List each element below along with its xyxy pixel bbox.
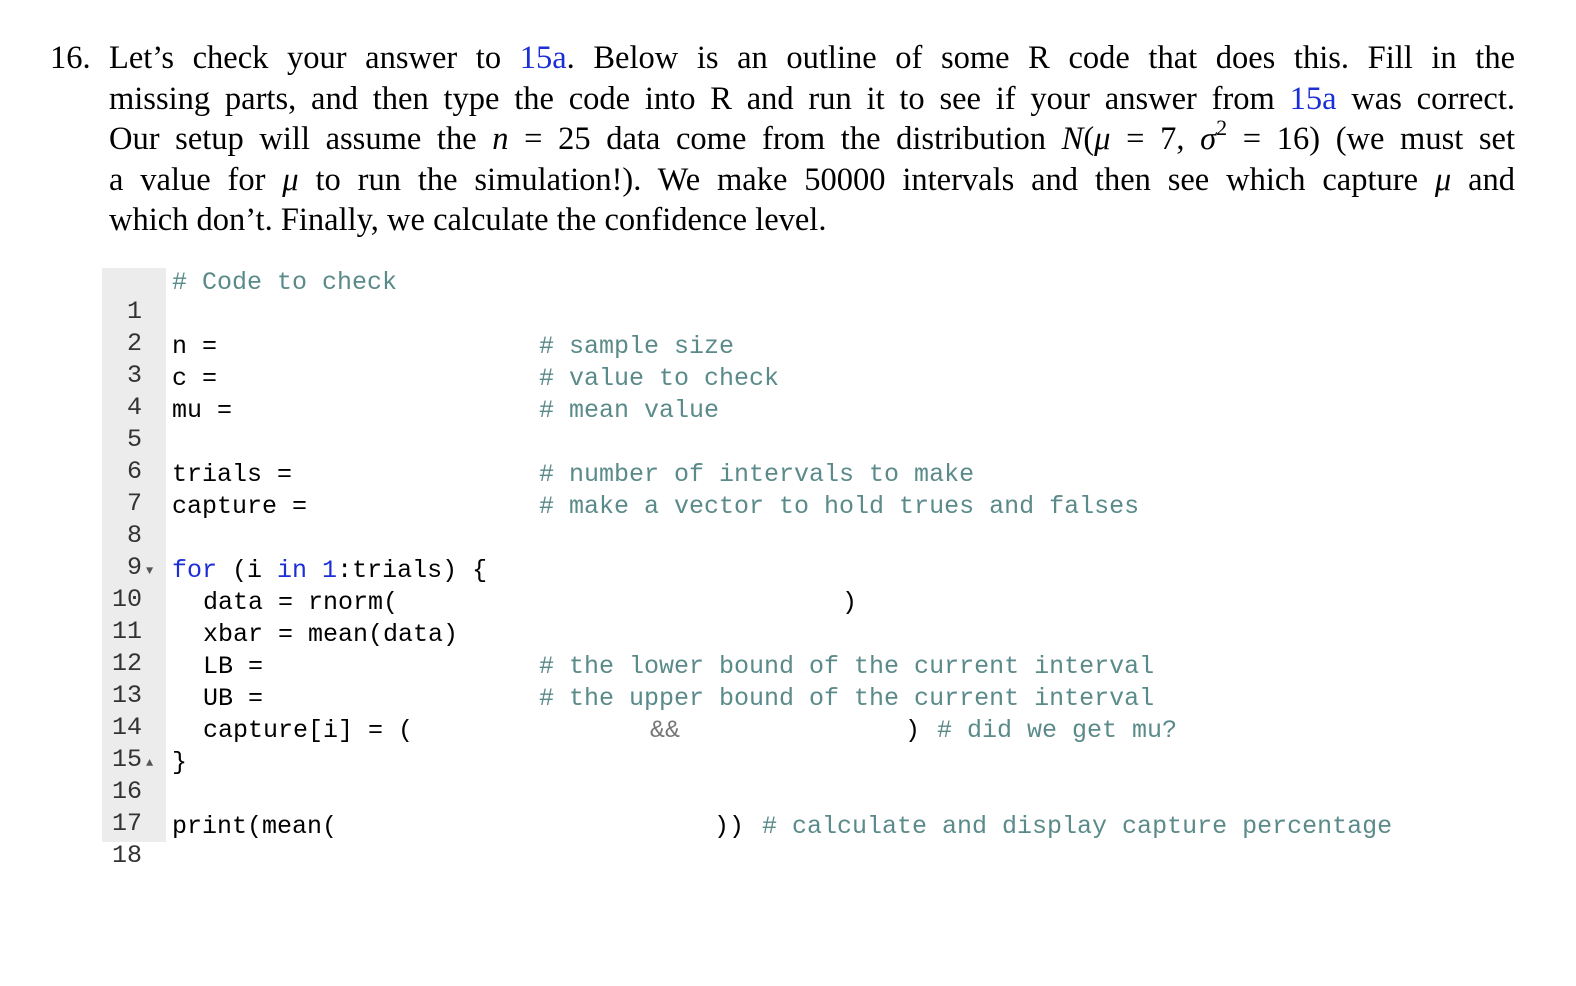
- link-15a[interactable]: 15a: [519, 40, 567, 76]
- line-number: 6: [126, 457, 142, 486]
- math-mu: μ: [1434, 161, 1452, 198]
- text-segment: . Below is an outline of some R code that does this. Fill in the: [566, 40, 1515, 76]
- math-exponent: 2: [1216, 115, 1228, 141]
- code-text: UB =: [203, 684, 264, 713]
- code-comment: # the lower bound of the current interval: [539, 652, 1155, 681]
- line-number: 4: [126, 393, 142, 422]
- text-segment: Our setup will assume the: [109, 121, 493, 157]
- text-segment: (: [1083, 121, 1095, 157]
- line-number: 11: [111, 617, 142, 646]
- line-number: 3: [126, 361, 142, 390]
- math-n: n: [492, 121, 509, 157]
- code-comment: # calculate and display capture percentage: [762, 812, 1393, 841]
- code-comment: # number of intervals to make: [539, 460, 975, 489]
- code-text: [172, 556, 487, 585]
- line-number: 16: [111, 777, 142, 806]
- code-comment: # sample size: [539, 332, 735, 361]
- code-text: LB =: [203, 652, 264, 681]
- text-segment: a value for: [109, 161, 283, 198]
- text-segment: missing parts, and then type the code into R and run it to see if your answer from: [109, 80, 1290, 117]
- code-line-18: [102, 812, 1452, 870]
- line-number: 12: [111, 649, 142, 678]
- code-text: c =: [172, 364, 218, 393]
- code-comment: # Code to check: [172, 268, 398, 297]
- code-text: xbar = mean(data): [203, 620, 459, 649]
- code-comment: # the upper bound of the current interval: [539, 684, 1155, 713]
- problem-line-4: [109, 160, 1515, 201]
- math-N: N: [1061, 121, 1084, 157]
- text-segment: was correct.: [1336, 80, 1515, 117]
- text-segment: and: [1451, 161, 1515, 198]
- code-text: mu =: [172, 396, 233, 425]
- text-segment: = 7,: [1110, 121, 1201, 157]
- problem-line-5: [109, 200, 1515, 241]
- problem-number: 16.: [50, 40, 91, 76]
- text-segment: to run the simulation!). We make 50000 intervals and then see which capture: [298, 161, 1435, 198]
- code-token: (i: [217, 556, 278, 585]
- problem-text: [109, 38, 1515, 241]
- code-line-1: [102, 268, 1452, 326]
- line-number: 15: [111, 745, 142, 774]
- code-text: trials =: [172, 460, 293, 489]
- code-operator: &&: [650, 716, 681, 745]
- code-text: data = rnorm(: [203, 588, 399, 617]
- code-token: :trials) {: [337, 556, 488, 585]
- problem-line-3: [109, 115, 1515, 160]
- code-line-8: [102, 492, 1452, 550]
- text-segment: = 25 data come from the distribution: [508, 121, 1062, 157]
- text-segment: Let’s check your answer to: [109, 40, 520, 76]
- problem-line-1: [109, 38, 1515, 79]
- code-comment: # make a vector to hold trues and falses: [539, 492, 1140, 521]
- line-number: 18: [111, 841, 142, 870]
- math-mu: μ: [282, 161, 299, 198]
- line-number: 2: [126, 329, 142, 358]
- line-number: 7: [126, 489, 142, 518]
- math-mu: μ: [1094, 121, 1111, 157]
- code-comment: # value to check: [539, 364, 780, 393]
- line-number: 10: [111, 585, 142, 614]
- keyword-for: for: [172, 556, 218, 585]
- problem-16: [50, 38, 1515, 241]
- code-text: n =: [172, 332, 218, 361]
- line-number: 1: [126, 297, 142, 326]
- code-text: ): [842, 588, 858, 617]
- math-sigma: σ: [1200, 121, 1217, 157]
- code-text: ): [905, 716, 921, 745]
- fold-collapse-icon[interactable]: ▼: [146, 564, 154, 578]
- code-line-16: [102, 748, 1452, 806]
- line-number: 17: [111, 809, 142, 838]
- problem-line-2: [109, 79, 1515, 120]
- code-text: }: [172, 748, 188, 777]
- code-text: capture[i] = (: [203, 716, 414, 745]
- code-comment: # did we get mu?: [937, 716, 1178, 745]
- fold-expand-icon[interactable]: ▲: [146, 756, 154, 770]
- code-comment: # mean value: [539, 396, 720, 425]
- code-text: print(mean(: [172, 812, 338, 841]
- line-number: 14: [111, 713, 142, 742]
- number-literal: 1: [307, 556, 338, 585]
- code-line-5: [102, 396, 1452, 454]
- code-text: capture =: [172, 492, 308, 521]
- code-line-15: [102, 716, 1452, 774]
- line-number: 5: [126, 425, 142, 454]
- line-number: 9: [126, 553, 142, 582]
- text-segment: which don’t. Finally, we calculate the confidence level.: [109, 202, 827, 238]
- code-text: )): [714, 812, 745, 841]
- code-block: [102, 268, 1452, 870]
- line-number: 13: [111, 681, 142, 710]
- keyword-in: in: [277, 556, 308, 585]
- line-number: 8: [126, 521, 142, 550]
- link-15a[interactable]: 15a: [1289, 80, 1337, 117]
- text-segment: = 16) (we must set: [1227, 121, 1515, 157]
